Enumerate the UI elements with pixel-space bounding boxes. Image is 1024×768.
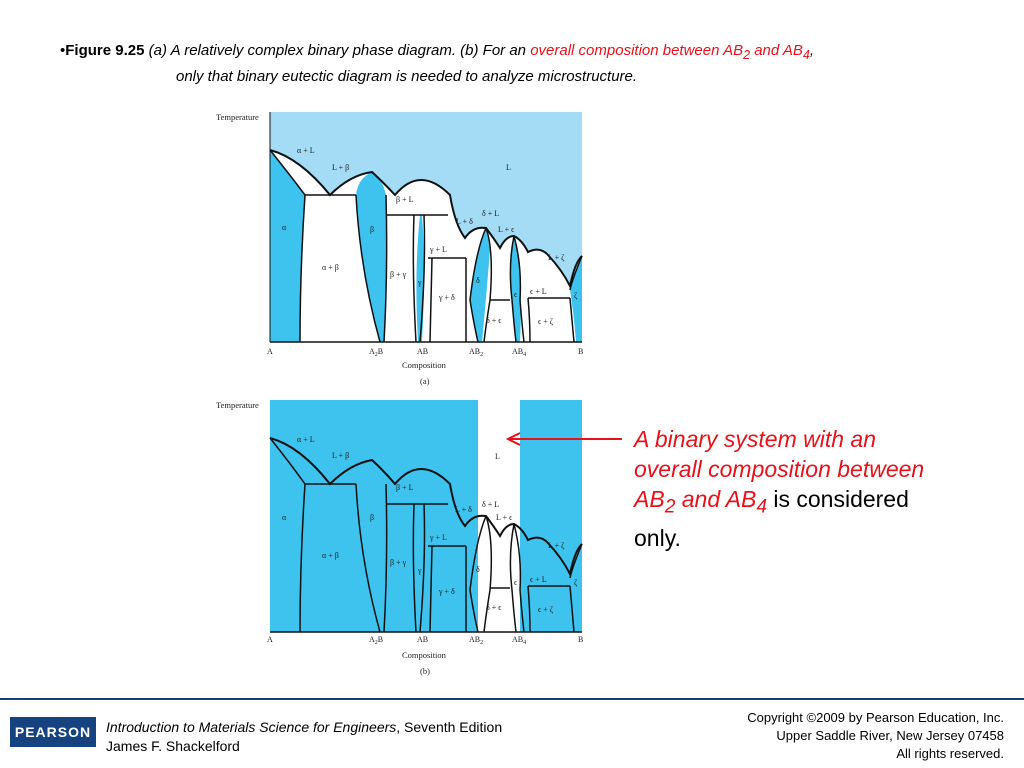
label-eps: ϵ [514,290,518,299]
label-alpha-l: α + L [297,146,315,155]
tick-b: B [578,635,584,644]
label-zeta: ζ [574,291,578,300]
tick-ab: AB [417,635,429,644]
book-credit [106,718,502,756]
label-delta-l: δ + L [482,209,500,218]
label-beta: β [370,513,375,522]
book-edition: , Seventh Edition [396,719,503,735]
label-gamma: γ [418,278,422,287]
book-title: Introduction to Materials Science for Engineers [106,719,397,735]
tick-ab4: $AB_4$ [512,635,527,646]
caption-comma: , [809,42,814,59]
label-eps: ϵ [514,578,518,587]
label-alpha-l: α + L [297,435,315,444]
label-l-eps: L + ϵ [496,513,513,522]
address-line: Upper Saddle River, New Jersey 07458 [776,728,1004,743]
panel-label-b: (b) [420,666,430,676]
label-alpha: α [282,223,287,232]
temperature-label-b: Temperature [216,400,259,410]
label-l-zeta: L + ζ [548,253,565,262]
tick-a: A [267,635,273,644]
note-text: A binary system with an overall composition between AB [634,426,925,512]
caption-sub-2: 4 [802,48,810,62]
label-l: L [506,163,511,172]
x-ticks-b [267,635,583,646]
label-delta-eps: δ + ϵ [486,603,502,612]
label-l-beta: L + β [332,163,350,172]
note-text-3: is considered only. [634,486,909,551]
tick-a2b: $A_2B$ [369,347,384,358]
label-eps-zeta: ϵ + ζ [538,605,554,614]
label-gamma-l: γ + L [430,533,447,542]
tick-a2b: $A_2B$ [369,635,384,646]
caption-text: (a) A relatively complex binary phase diagram. (b) For an [144,42,531,59]
temperature-label-a: Temperature [216,112,259,122]
label-delta: δ [476,565,480,574]
tick-ab: AB [417,347,429,356]
label-l-delta: L + δ [455,505,472,514]
label-l-beta: L + β [332,451,350,460]
label-eps-zeta: ϵ + ζ [538,317,554,326]
label-beta-gamma: β + γ [390,270,407,279]
caption-line-2: only that binary eutectic diagram is needed to analyze microstructure. [176,68,638,85]
label-gamma-delta: γ + δ [439,587,455,596]
tick-b: B [578,347,584,356]
label-alpha: α [282,513,287,522]
diagram-b [216,400,583,676]
composition-label-b: Composition [402,650,446,660]
copyright-line: Copyright ©2009 by Pearson Education, Inc. [747,710,1004,725]
pearson-logo: PEARSON [10,717,96,747]
tick-a: A [267,347,273,356]
composition-label-a: Composition [402,360,446,370]
note-text-2: and AB [675,486,757,512]
note-sub-1: 2 [664,496,676,518]
tick-ab2: $AB_2$ [469,635,484,646]
label-beta-l: β + L [396,483,414,492]
label-delta-l: δ + L [482,500,500,509]
label-alpha-beta: α + β [322,551,339,560]
label-beta-l: β + L [396,195,414,204]
x-ticks-a [267,347,583,358]
rights-line: All rights reserved. [896,746,1004,761]
panel-label-a: (a) [420,376,430,386]
label-gamma: γ [418,566,422,575]
label-delta: δ [476,276,480,285]
tick-ab2: $AB_2$ [469,347,484,358]
footer-divider [0,698,1024,700]
figure-number: Figure 9.25 [65,42,145,59]
label-l-zeta: L + ζ [548,541,565,550]
tick-ab4: $AB_4$ [512,347,527,358]
note-sub-2: 4 [756,496,767,518]
label-beta-gamma: β + γ [390,558,407,567]
label-l-delta: L + δ [456,217,473,226]
caption-sub: 2 [743,48,751,62]
label-l: L [495,452,500,461]
book-author: James F. Shackelford [106,738,240,754]
bullet: • [60,42,66,59]
label-beta: β [370,225,375,234]
label-gamma-delta: γ + δ [439,293,455,302]
diagram-a [216,112,583,386]
label-eps-l: ϵ + L [530,575,547,584]
label-l-eps: L + ϵ [498,225,515,234]
caption-highlight: overall composition between AB [530,42,744,59]
label-delta-eps: δ + ϵ [486,316,502,325]
annotation-note [634,424,934,553]
label-gamma-l: γ + L [430,245,447,254]
label-alpha-beta: α + β [322,263,339,272]
caption-highlight-2: and AB [750,42,803,59]
copyright-block [747,709,1004,763]
label-zeta: ζ [574,578,578,587]
label-eps-l: ϵ + L [530,287,547,296]
